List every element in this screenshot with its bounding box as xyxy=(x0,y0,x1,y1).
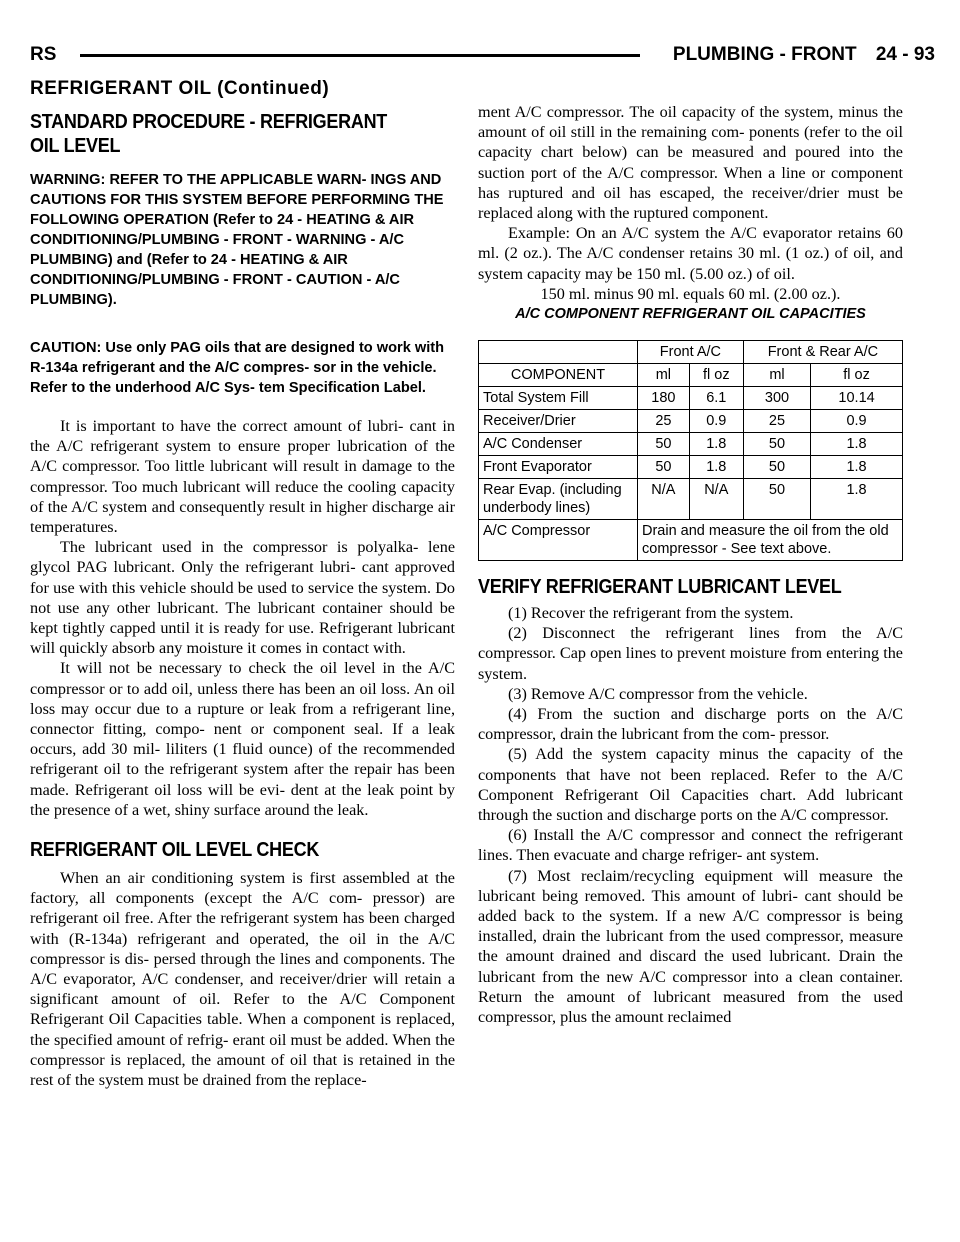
step-4: (4) From the suction and discharge ports on the A/C compressor, drain the lubricant from the com- pressor. xyxy=(478,705,903,744)
table-header-cell: COMPONENT xyxy=(479,364,638,387)
caution-text: CAUTION: Use only PAG oils that are designed to work with R-134a refrigerant and the A/C compres- sor in the vehicle. Refer to the underhood A/C Sys- tem Specification Label. xyxy=(30,340,445,396)
heading-oil-level-check: REFRIGERANT OIL LEVEL CHECK xyxy=(30,839,320,862)
table-cell: 10.14 xyxy=(811,387,903,410)
table-cell: Receiver/Drier xyxy=(479,410,638,433)
right-column xyxy=(478,102,903,1027)
table-row xyxy=(479,433,903,456)
paragraph: ment A/C compressor. The oil capacity of the system, minus the amount of oil still in the remaining com- ponents (refer to the oil capacity chart below) can be measured and poured into the suction port of the A/C compressor. When a line or component has ruptured and oil has escaped, the receiver/drier must be replaced along with the ruptured component. xyxy=(478,103,903,223)
table-cell: 1.8 xyxy=(811,456,903,479)
heading-standard-procedure: STANDARD PROCEDURE - REFRIGERANT OIL LEVEL xyxy=(30,111,388,157)
step-1: (1) Recover the refrigerant from the system. xyxy=(508,604,794,623)
table-cell: Drain and measure the oil from the old compressor - See text above. xyxy=(638,520,903,561)
header-right xyxy=(659,44,935,66)
heading-verify-lubricant: VERIFY REFRIGERANT LUBRICANT LEVEL xyxy=(478,576,842,599)
table-row xyxy=(479,410,903,433)
paragraph: Example: On an A/C system the A/C evaporator retains 60 ml. (2 oz.). The A/C condenser retains 30 ml. (1 oz.) of oil, and system capacity may be 150 ml. (5.00 oz.) of oil. xyxy=(478,224,903,283)
step-2: (2) Disconnect the refrigerant lines from the A/C compressor. Cap open lines to prevent moisture from entering the system. xyxy=(478,624,903,683)
table-header-cell: fl oz xyxy=(689,364,743,387)
table-cell: 0.9 xyxy=(811,410,903,433)
table-cell: 1.8 xyxy=(689,456,743,479)
calculation-line: 150 ml. minus 90 ml. equals 60 ml. (2.00 oz.). xyxy=(540,284,841,303)
table-header-cell: Front A/C xyxy=(638,341,744,364)
table-cell: 1.8 xyxy=(811,433,903,456)
table-cell: 1.8 xyxy=(689,433,743,456)
page-header xyxy=(30,40,935,72)
table-cell: 25 xyxy=(743,410,810,433)
page-number: 24 - 93 xyxy=(875,44,935,65)
warning-text: WARNING: REFER TO THE APPLICABLE WARN- INGS AND CAUTIONS FOR THIS SYSTEM BEFORE PERFORMING THE FOLLOWING OPERATION (Refer to 24 - HEATING & AIR CONDITIONING/PLUMBING - FRONT - WARNING - A/C PLUMBING) and (Refer to 24 - HEATING & AIR CONDITIONING/PLUMBING - FRONT - CAUTION - A/C PLUMBING). xyxy=(30,172,444,308)
table-header-row xyxy=(479,364,903,387)
continued-title: REFRIGERANT OIL (Continued) xyxy=(30,78,330,99)
table-cell: 300 xyxy=(743,387,810,410)
left-column xyxy=(30,110,455,1090)
table-cell: 25 xyxy=(638,410,690,433)
table-cell: A/C Condenser xyxy=(479,433,638,456)
section-title: PLUMBING - FRONT xyxy=(672,44,857,65)
paragraph: It is important to have the correct amount of lubri- cant in the A/C refrigerant system to ensure proper lubrication of the A/C compressor. Too little lubricant will result in damage to the compressor. Too much lubricant will reduce the cooling capacity of the A/C system and consequently result in higher discharge air temperatures. xyxy=(30,417,455,537)
table-cell: N/A xyxy=(638,479,690,520)
table-header-cell: Front & Rear A/C xyxy=(743,341,902,364)
table-cell: 50 xyxy=(743,479,810,520)
oil-capacity-table xyxy=(478,340,903,561)
table-header-cell: fl oz xyxy=(811,364,903,387)
table-cell: 6.1 xyxy=(689,387,743,410)
table-cell: 0.9 xyxy=(689,410,743,433)
table-row xyxy=(479,387,903,410)
table-cell: N/A xyxy=(689,479,743,520)
step-5: (5) Add the system capacity minus the capacity of the components that have not been replaced. Refer to the A/C Component Refrigerant Oil Capacities chart. Add lubricant through the suction and discharge ports on the A/C compressor. xyxy=(478,745,903,825)
table-cell: 50 xyxy=(638,433,690,456)
table-cell: Rear Evap. (including underbody lines) xyxy=(479,479,638,520)
step-3: (3) Remove A/C compressor from the vehicle. xyxy=(508,684,808,703)
table-cell: Front Evaporator xyxy=(479,456,638,479)
paragraph: When an air conditioning system is first assembled at the factory, all components (except the A/C com- pressor) are refrigerant oil free. After the refrigerant system has been charged with (R-134a) refrigerant and operated, the oil in the A/C compressor is dis- persed through the lines and components. The A/C evaporator, A/C condenser, and receiver/drier will retain a significant amount of oil. Refer to the A/C Component Refrigerant Oil Capacities table. When a component is replaced, the specified amount of refrig- erant oil must be added. When the compressor is replaced, the amount of oil that is retained in the rest of the system must be drained from the replace- xyxy=(30,869,455,1090)
paragraph: The lubricant used in the compressor is polyalka- lene glycol PAG lubricant. Only the refrigerant lubri- cant approved for use with this vehicle should be used to service the system. Do not use any other lubricant. The lubricant container should be kept tightly capped until it is ready for use. Refrigerant lubricant will quickly absorb any moisture it comes in contact with. xyxy=(30,538,455,658)
table-cell: 50 xyxy=(743,456,810,479)
table-cell: 50 xyxy=(743,433,810,456)
table-cell: A/C Compressor xyxy=(479,520,638,561)
table-row xyxy=(479,520,903,561)
table-cell xyxy=(479,341,638,364)
table-title: A/C COMPONENT REFRIGERANT OIL CAPACITIES xyxy=(515,306,866,323)
header-rule xyxy=(80,54,640,57)
table-cell: 180 xyxy=(638,387,690,410)
table-row xyxy=(479,479,903,520)
table-header-cell: ml xyxy=(743,364,810,387)
table-cell: 50 xyxy=(638,456,690,479)
paragraph: It will not be necessary to check the oil level in the A/C compressor or to add oil, unless there has been an oil loss. An oil loss may occur due to a rupture or leak from a refrigerant line, connector fitting, compo- nent or component seal. If a leak occurs, add 30 mil- liliters (1 fluid ounce) of the recommended refrigerant oil to the refrigerant system after the repair has been made. Refrigerant oil loss will be evi- dent at the leak point by the presence of a wet, shiny surface around the leak. xyxy=(30,659,455,819)
table-cell: 1.8 xyxy=(811,479,903,520)
step-7: (7) Most reclaim/recycling equipment will measure the lubricant being removed. This amount of lubri- cant should be added back to the system. If a new A/C compressor is being installed, drain the lubricant from the used compressor, measure the amount drained and discard the used lubricant. Drain the lubricant from the new A/C compressor into a clean container. Return the amount of lubricant measured from the used compressor, plus the amount reclaimed xyxy=(478,866,903,1027)
manual-code: RS xyxy=(30,44,57,65)
table-row xyxy=(479,456,903,479)
table-header-row xyxy=(479,341,903,364)
table-header-cell: ml xyxy=(638,364,690,387)
table-cell: Total System Fill xyxy=(479,387,638,410)
step-6: (6) Install the A/C compressor and connect the refrigerant lines. Then evacuate and charge refriger- ant system. xyxy=(478,826,903,865)
